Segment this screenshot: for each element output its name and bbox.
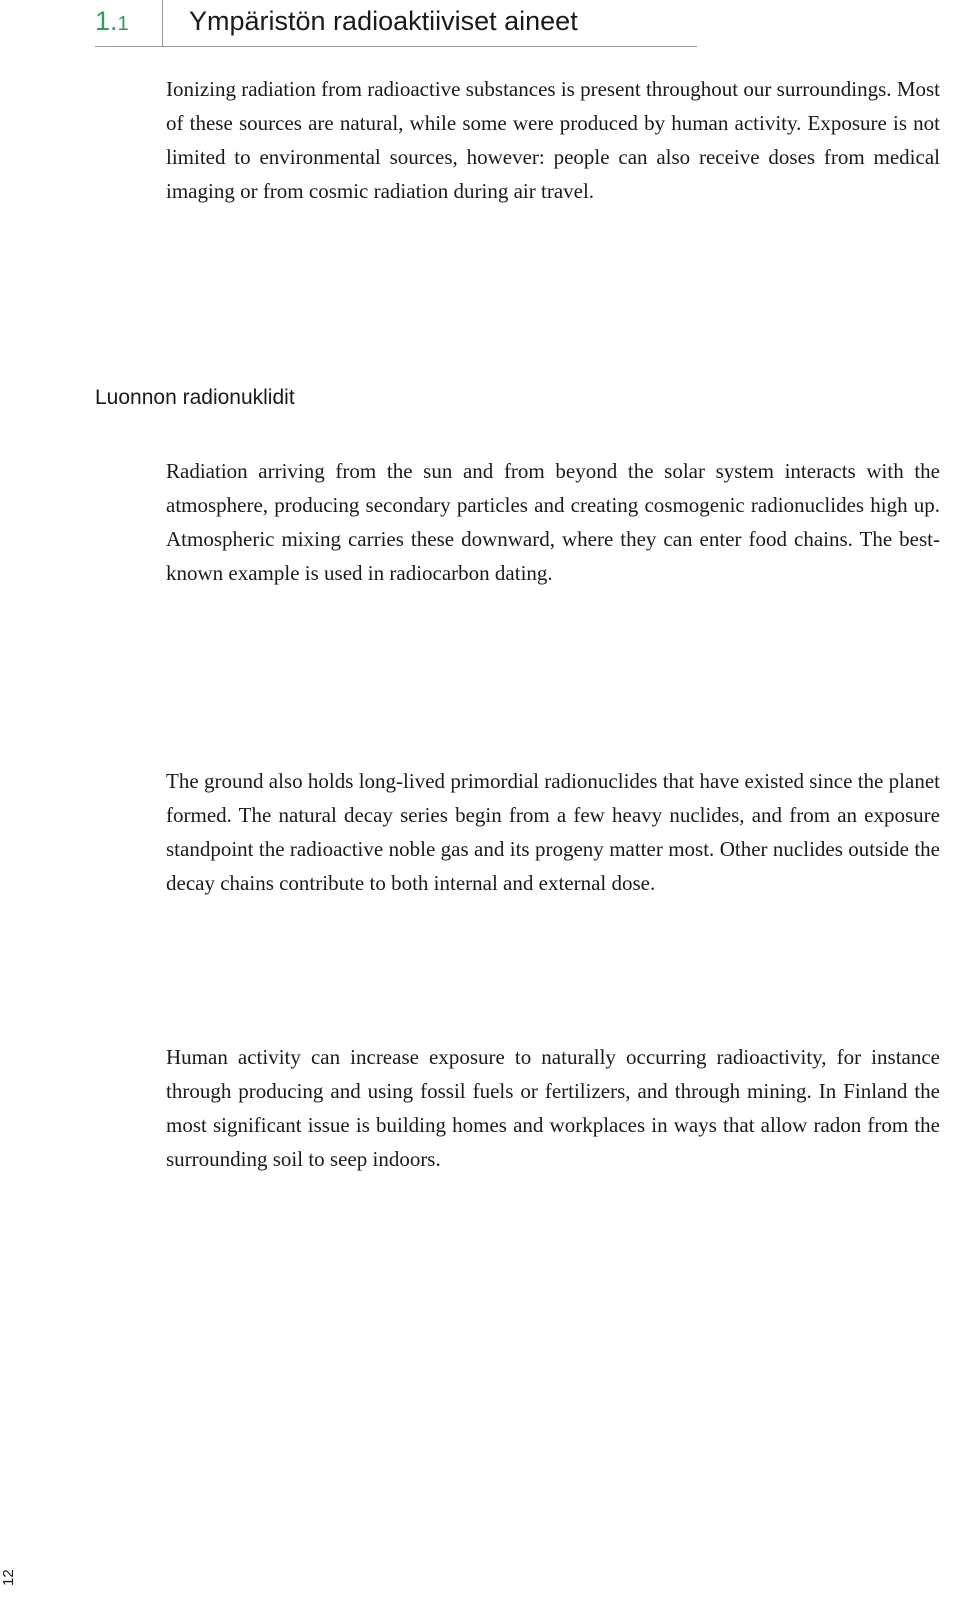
- section-number-minor: 1: [117, 13, 129, 35]
- paragraph-intro: Ionizing radiation from radioactive substances is present throughout our surroundings. Most of these sources are natural, while some were produced by human activity. Exposure is not limited to environmental sources, however: people can also receive doses from medical imaging or from cosmic radiation during air travel.: [166, 77, 940, 203]
- section-number-major: 1.: [95, 6, 118, 36]
- section-header-divider: [162, 0, 163, 46]
- section-header: [95, 0, 697, 47]
- section-title: Ympäristön radioaktiiviset aineet: [189, 6, 578, 36]
- section-number: [95, 6, 129, 37]
- page-number: 12: [0, 1569, 17, 1586]
- paragraph-cosmic: Radiation arriving from the sun and from beyond the solar system interacts with the atmosphere, producing secondary particles and creating cosmogenic radionuclides high up. Atmospheric mixing carries these downward, where they can enter food chains. The best-known example is used in radiocarbon dating.: [166, 459, 940, 585]
- paragraph-primordial: The ground also holds long-lived primordial radionuclides that have existed since the planet formed. The natural decay series begin from a few heavy nuclides, and from an exposure standpoint the radioactive noble gas and its progeny matter most. Other nuclides outside the decay chains contribute to both internal and external dose.: [166, 769, 940, 895]
- subheading-natural-radionuclides: Luonnon radionuklidit: [95, 386, 295, 409]
- paragraph-human-activity: Human activity can increase exposure to naturally occurring radioactivity, for instance through producing and using fossil fuels or fertilizers, and through mining. In Finland the most significant issue is building homes and workplaces in ways that allow radon from the surrounding soil to seep indoors.: [166, 1045, 940, 1171]
